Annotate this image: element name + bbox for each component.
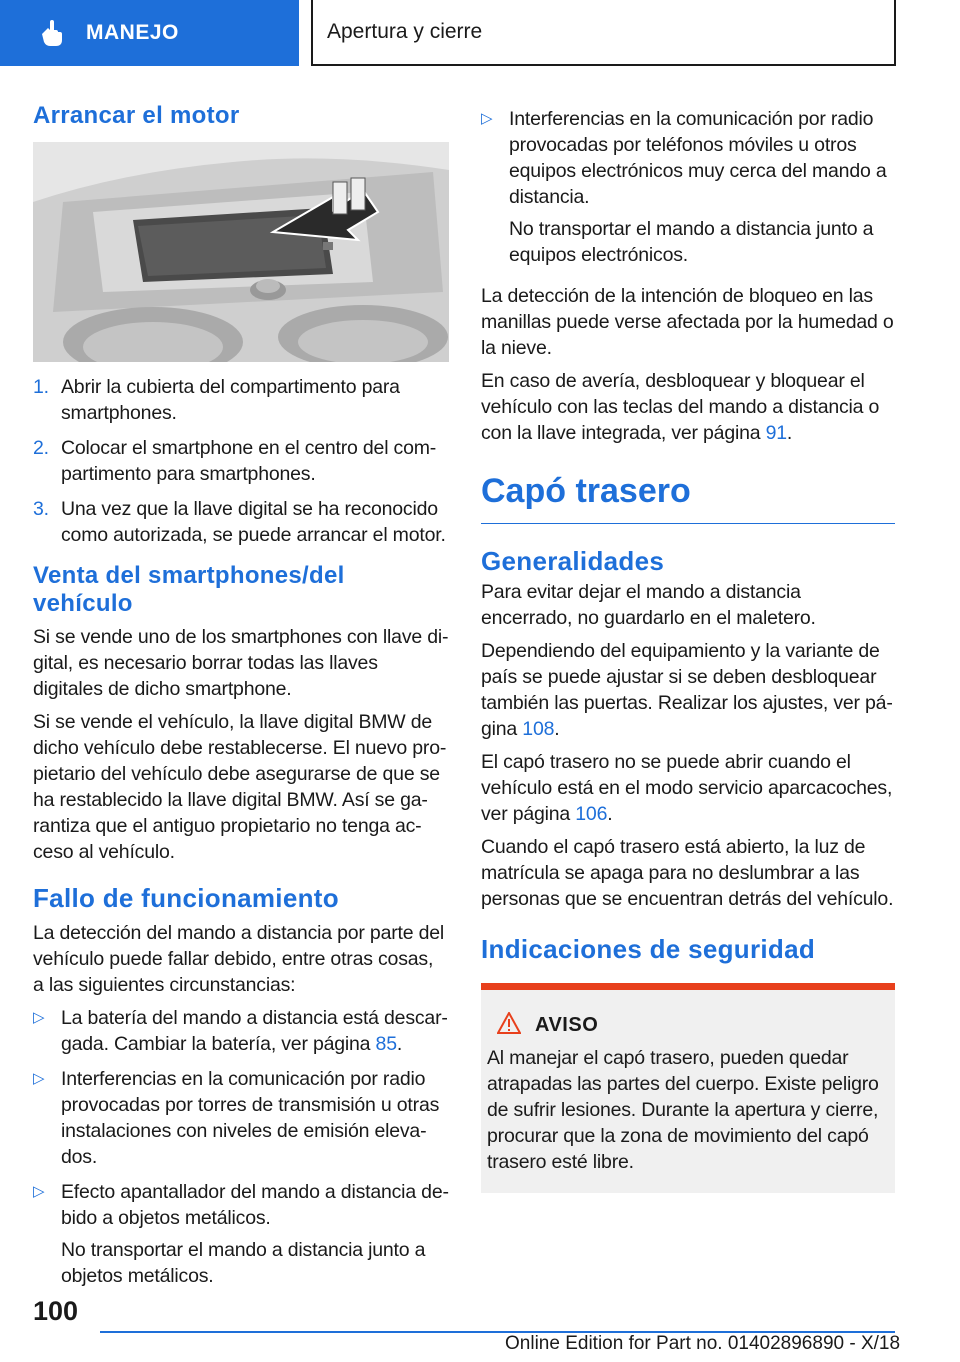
general-paragraph-1: Para evitar dejar el mando a distancia encerrado, no guardarlo en el maletero. [481, 581, 816, 629]
step-number: 1. [33, 376, 49, 398]
list-item [33, 374, 449, 426]
warning-title: AVISO [535, 1014, 599, 1036]
left-column [33, 96, 449, 1304]
general-paragraph-2 [481, 638, 895, 742]
list-item [33, 435, 449, 487]
general-paragraph-4: Cuando el capó trasero está abierto, la luz de matrícula se apaga para no deslumbrar a las personas que se encuentran detrás del vehículo. [481, 836, 894, 910]
chapter-label: Apertura y cierre [327, 20, 483, 43]
paragraph-text-part: En caso de avería, desbloquear y bloquear el vehículo con las teclas del mando a distancia o con la llave integrada, ver página [481, 370, 880, 444]
list-item [33, 496, 449, 548]
handles-paragraph: La detección de la intención de bloqueo en las manillas puede verse afectada por la humedad o la nieve. [481, 285, 894, 359]
bullet-paragraph: Efecto apantallador del mando a distancia debido a objetos metálicos. [61, 1181, 449, 1229]
heading-start-engine: Arrancar el motor [33, 102, 240, 129]
triangle-bullet-icon: ▷ [481, 110, 493, 127]
paragraph-text-part: Dependiendo del equipamiento y la variante de país se puede ajustar si se deben desbloquear también las puertas. Realizar los ajustes, ver página [481, 640, 893, 740]
page-link-108[interactable]: 108 [522, 718, 555, 740]
bullet-text: Interferencias en la comunicación por radio provocadas por torres de transmisión u otras instalaciones con niveles de emisión elevados. [61, 1068, 440, 1168]
right-column [481, 106, 895, 1193]
general-paragraph-3 [481, 749, 895, 827]
list-item [481, 106, 895, 274]
step-number: 3. [33, 498, 49, 520]
bullet-text [61, 1179, 449, 1295]
bullet-text-part: La batería del mando a distancia está descargada. Cambiar la batería, ver página [61, 1007, 448, 1055]
chapter-tab [311, 0, 896, 66]
step-text: Colocar el smartphone en el centro del compartimento para smartphones. [61, 437, 437, 485]
list-item [33, 1005, 449, 1057]
page-link-91[interactable]: 91 [765, 422, 787, 444]
paragraph-text-part: . [554, 718, 560, 740]
heading-trunk: Capó trasero [481, 472, 895, 524]
bullet-paragraph: Interferencias en la comunicación por radio provocadas por teléfonos móviles u otros equipos electrónicos muy cerca del mando a distancia. [509, 108, 887, 208]
fault-causes-list [33, 1005, 449, 1295]
footer-edition: Online Edition for Part no. 01402896890 - X/18 [505, 1333, 901, 1354]
bullet-text [509, 106, 895, 274]
paragraph-text-part: . [786, 422, 793, 444]
warning-text: Al manejar el capó trasero, pueden quedar atrapadas las partes del cuerpo. Existe peligro de sufrir lesiones. Durante la apertura y cierre, procurar que la zona de movimiento del capó trasero esté libre. [487, 1047, 879, 1173]
smartphone-compartment-photo [33, 142, 449, 362]
warning-box [481, 983, 895, 1193]
list-item [33, 1066, 449, 1170]
sale-paragraph-1: Si se vende uno de los smartphones con llave digital, es necesario borrar todas las llaves digitales de dicho smartphone. [33, 626, 449, 700]
section-label: MANEJO [86, 21, 179, 44]
fault-paragraph: La detección del mando a distancia por parte del vehículo puede fallar debido, entre otras cosas, a las siguientes circunstancias: [33, 922, 445, 996]
page-number: 100 [33, 1296, 79, 1326]
heading-sale: Venta del smartphones/del vehículo [33, 562, 345, 617]
heading-general: Generalidades [481, 546, 665, 576]
list-item [33, 1179, 449, 1295]
warning-header [497, 1012, 885, 1039]
fault-causes-list-continued [481, 106, 895, 274]
triangle-bullet-icon: ▷ [33, 1183, 45, 1200]
start-steps-list [33, 374, 449, 548]
fault-unlock-paragraph [481, 368, 895, 446]
page-link-106[interactable]: 106 [575, 803, 608, 825]
heading-fault: Fallo de funcionamiento [33, 883, 339, 913]
step-text: Abrir la cubierta del compartimento para smartphones. [61, 376, 400, 424]
bullet-text [61, 1005, 449, 1057]
triangle-bullet-icon: ▷ [33, 1009, 45, 1026]
step-text: Una vez que la llave digital se ha reconocido como autorizada, se puede arrancar el motor. [61, 498, 446, 546]
step-number: 2. [33, 437, 49, 459]
heading-safety: Indicaciones de seguridad [481, 934, 816, 964]
warning-triangle-icon [497, 1012, 521, 1039]
bullet-sub-paragraph: No transportar el mando a distancia junto a objetos metálicos. [61, 1239, 426, 1287]
page-link-85[interactable]: 85 [375, 1033, 397, 1055]
paragraph-text-part: El capó trasero no se puede abrir cuando el vehículo está en el modo servicio aparcacoches, ver página [481, 751, 893, 825]
hand-steering-icon [36, 16, 70, 50]
bullet-sub-paragraph: No transportar el mando a distancia junto a equipos electrónicos. [509, 218, 874, 266]
sale-paragraph-2: Si se vende el vehículo, la llave digital BMW de dicho vehículo debe restablecerse. El nuevo propietario del vehículo debe asegurarse de que se ha restablecido la llave digital BMW. Así se garantiza que el antiguo propietario no tenga acceso al vehículo. [33, 711, 447, 863]
page-header [0, 0, 960, 66]
section-tab [0, 0, 299, 66]
bullet-text-part: . [396, 1033, 403, 1055]
paragraph-text-part: . [607, 803, 613, 825]
triangle-bullet-icon: ▷ [33, 1070, 45, 1087]
